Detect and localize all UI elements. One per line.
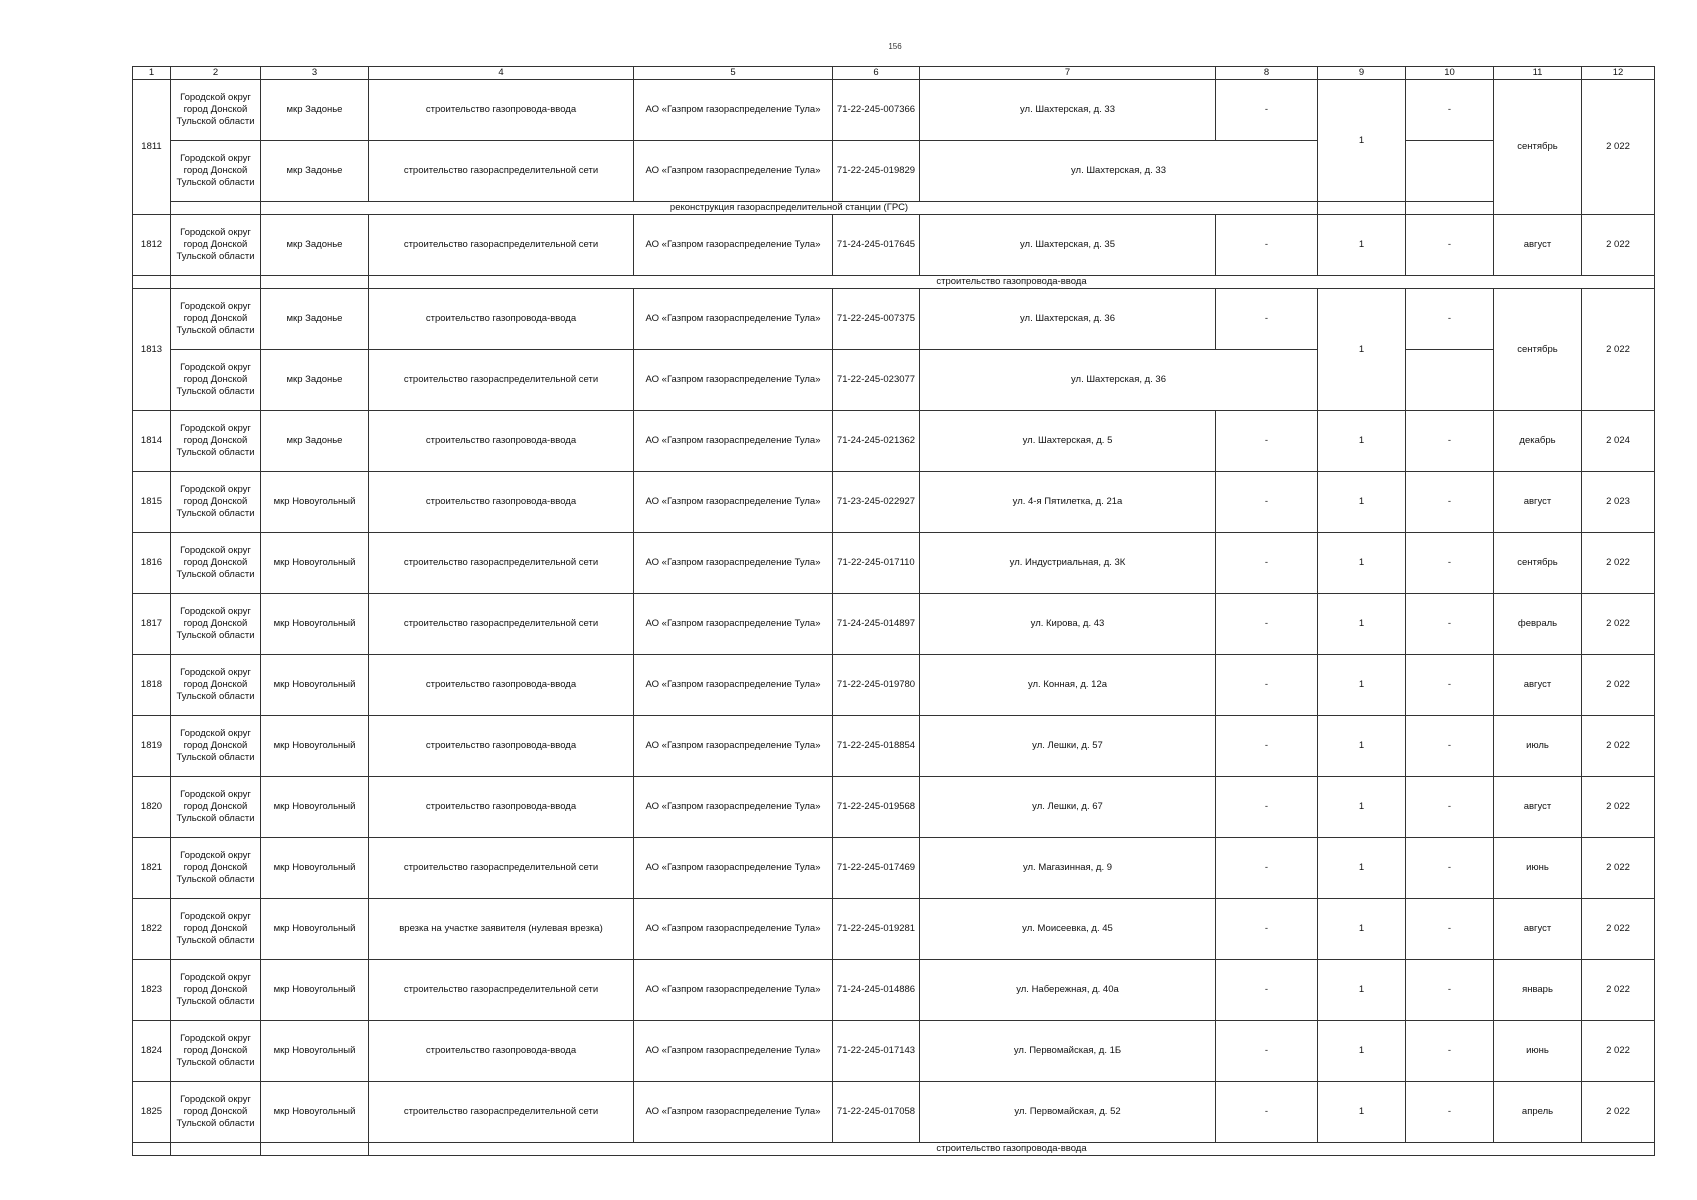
year-cell: 2 024 — [1582, 411, 1655, 472]
year-cell: 2 022 — [1582, 1082, 1655, 1143]
address-cell: ул. Шахтерская, д. 36 — [920, 350, 1318, 411]
place-cell: мкр Новоугольный — [261, 472, 369, 533]
page-number: 156 — [888, 42, 902, 51]
work-type-cell: строительство газопровода-ввода — [369, 411, 634, 472]
place-cell: мкр Задонье — [261, 215, 369, 276]
organization-cell: АО «Газпром газораспределение Тула» — [634, 350, 833, 411]
month-cell: июнь — [1494, 838, 1582, 899]
row-number: 1818 — [133, 655, 171, 716]
district-cell: Городской округ город Донской Тульской области — [171, 80, 261, 141]
col10-cell — [1406, 141, 1494, 202]
col9-cell: 1 — [1318, 533, 1406, 594]
work-type-cell: строительство газораспределительной сети — [369, 141, 634, 202]
application-code-cell: 71-22-245-017469 — [833, 838, 920, 899]
address-cell: ул. Лешки, д. 57 — [920, 716, 1216, 777]
row-number: 1815 — [133, 472, 171, 533]
organization-cell: АО «Газпром газораспределение Тула» — [634, 141, 833, 202]
place-cell: мкр Новоугольный — [261, 1021, 369, 1082]
col10-cell: - — [1406, 1021, 1494, 1082]
note-empty-cell — [261, 276, 369, 289]
note-row — [133, 276, 1655, 289]
note-cell: строительство газопровода-ввода — [369, 276, 1655, 289]
row-number: 1821 — [133, 838, 171, 899]
application-code-cell: 71-24-245-014897 — [833, 594, 920, 655]
row-number: 1819 — [133, 716, 171, 777]
place-cell: мкр Задонье — [261, 350, 369, 411]
address-cell: ул. Шахтерская, д. 33 — [920, 80, 1216, 141]
column-header: 7 — [920, 67, 1216, 80]
month-cell: август — [1494, 655, 1582, 716]
month-cell: декабрь — [1494, 411, 1582, 472]
year-cell: 2 022 — [1582, 289, 1655, 411]
application-code-cell: 71-22-245-019568 — [833, 777, 920, 838]
organization-cell: АО «Газпром газораспределение Тула» — [634, 655, 833, 716]
organization-cell: АО «Газпром газораспределение Тула» — [634, 1021, 833, 1082]
application-code-cell: 71-22-245-018854 — [833, 716, 920, 777]
place-cell: мкр Новоугольный — [261, 1082, 369, 1143]
application-code-cell: 71-22-245-019780 — [833, 655, 920, 716]
organization-cell: АО «Газпром газораспределение Тула» — [634, 289, 833, 350]
application-code-cell: 71-24-245-014886 — [833, 960, 920, 1021]
table-row — [133, 472, 1655, 533]
place-cell: мкр Новоугольный — [261, 777, 369, 838]
address-cell: ул. 4-я Пятилетка, д. 21а — [920, 472, 1216, 533]
note-empty-cell — [133, 1143, 171, 1156]
place-cell: мкр Новоугольный — [261, 533, 369, 594]
application-code-cell: 71-22-245-017143 — [833, 1021, 920, 1082]
district-cell: Городской округ город Донской Тульской области — [171, 716, 261, 777]
organization-cell: АО «Газпром газораспределение Тула» — [634, 960, 833, 1021]
month-cell: август — [1494, 777, 1582, 838]
application-code-cell: 71-22-245-017058 — [833, 1082, 920, 1143]
place-cell: мкр Новоугольный — [261, 899, 369, 960]
month-cell: февраль — [1494, 594, 1582, 655]
work-type-cell: строительство газораспределительной сети — [369, 350, 634, 411]
year-cell: 2 023 — [1582, 472, 1655, 533]
district-cell: Городской округ город Донской Тульской области — [171, 141, 261, 202]
table-row — [133, 141, 1655, 202]
column-header: 4 — [369, 67, 634, 80]
district-cell: Городской округ город Донской Тульской области — [171, 777, 261, 838]
note-empty-cell — [171, 1143, 261, 1156]
column-header: 1 — [133, 67, 171, 80]
work-type-cell: строительство газопровода-ввода — [369, 777, 634, 838]
year-cell: 2 022 — [1582, 777, 1655, 838]
column-header: 3 — [261, 67, 369, 80]
address-cell: ул. Шахтерская, д. 5 — [920, 411, 1216, 472]
column-header: 5 — [634, 67, 833, 80]
year-cell: 2 022 — [1582, 655, 1655, 716]
row-number: 1816 — [133, 533, 171, 594]
application-code-cell: 71-22-245-017110 — [833, 533, 920, 594]
place-cell: мкр Новоугольный — [261, 594, 369, 655]
year-cell: 2 022 — [1582, 1021, 1655, 1082]
column-number-row — [133, 67, 1655, 80]
month-cell: январь — [1494, 960, 1582, 1021]
col10-cell: - — [1406, 594, 1494, 655]
col8-cell: - — [1216, 960, 1318, 1021]
district-cell: Городской округ город Донской Тульской области — [171, 472, 261, 533]
col10-cell: - — [1406, 838, 1494, 899]
organization-cell: АО «Газпром газораспределение Тула» — [634, 533, 833, 594]
col9-cell: 1 — [1318, 960, 1406, 1021]
work-type-cell: строительство газопровода-ввода — [369, 716, 634, 777]
col8-cell: - — [1216, 472, 1318, 533]
table-row — [133, 716, 1655, 777]
year-cell: 2 022 — [1582, 80, 1655, 215]
organization-cell: АО «Газпром газораспределение Тула» — [634, 777, 833, 838]
place-cell: мкр Новоугольный — [261, 960, 369, 1021]
place-cell: мкр Новоугольный — [261, 716, 369, 777]
col10-cell: - — [1406, 411, 1494, 472]
row-number: 1824 — [133, 1021, 171, 1082]
note-cell: строительство газопровода-ввода — [369, 1143, 1655, 1156]
table-row — [133, 960, 1655, 1021]
application-code-cell: 71-22-245-019281 — [833, 899, 920, 960]
row-number: 1822 — [133, 899, 171, 960]
col8-cell: - — [1216, 1021, 1318, 1082]
work-type-cell: строительство газопровода-ввода — [369, 472, 634, 533]
application-code-cell: 71-24-245-021362 — [833, 411, 920, 472]
column-header: 6 — [833, 67, 920, 80]
district-cell: Городской округ город Донской Тульской области — [171, 594, 261, 655]
month-cell: август — [1494, 899, 1582, 960]
district-cell: Городской округ город Донской Тульской области — [171, 655, 261, 716]
organization-cell: АО «Газпром газораспределение Тула» — [634, 716, 833, 777]
address-cell: ул. Шахтерская, д. 36 — [920, 289, 1216, 350]
col8-cell: - — [1216, 655, 1318, 716]
note-empty-cell — [1318, 202, 1406, 215]
note-empty-cell — [261, 1143, 369, 1156]
application-code-cell: 71-22-245-007375 — [833, 289, 920, 350]
address-cell: ул. Моисеевка, д. 45 — [920, 899, 1216, 960]
col8-cell: - — [1216, 1082, 1318, 1143]
work-type-cell: строительство газораспределительной сети — [369, 960, 634, 1021]
col8-cell: - — [1216, 777, 1318, 838]
table-row — [133, 350, 1655, 411]
place-cell: мкр Новоугольный — [261, 838, 369, 899]
note-row — [133, 202, 1655, 215]
district-cell: Городской округ город Донской Тульской области — [171, 899, 261, 960]
col8-cell: - — [1216, 80, 1318, 141]
col8-cell: - — [1216, 594, 1318, 655]
col9-cell: 1 — [1318, 80, 1406, 202]
place-cell: мкр Новоугольный — [261, 655, 369, 716]
col9-cell: 1 — [1318, 716, 1406, 777]
note-row — [133, 1143, 1655, 1156]
col10-cell: - — [1406, 899, 1494, 960]
row-number: 1814 — [133, 411, 171, 472]
row-number: 1813 — [133, 289, 171, 411]
district-cell: Городской округ город Донской Тульской области — [171, 289, 261, 350]
col10-cell: - — [1406, 80, 1494, 141]
place-cell: мкр Задонье — [261, 80, 369, 141]
col10-cell: - — [1406, 960, 1494, 1021]
work-type-cell: строительство газораспределительной сети — [369, 1082, 634, 1143]
row-number: 1812 — [133, 215, 171, 276]
month-cell: июль — [1494, 716, 1582, 777]
gasification-table — [132, 66, 1655, 1156]
table-row — [133, 1082, 1655, 1143]
col10-cell — [1406, 350, 1494, 411]
organization-cell: АО «Газпром газораспределение Тула» — [634, 1082, 833, 1143]
col8-cell: - — [1216, 899, 1318, 960]
col8-cell: - — [1216, 716, 1318, 777]
table-row — [133, 215, 1655, 276]
col9-cell: 1 — [1318, 1082, 1406, 1143]
organization-cell: АО «Газпром газораспределение Тула» — [634, 80, 833, 141]
row-number: 1811 — [133, 80, 171, 215]
col9-cell: 1 — [1318, 1021, 1406, 1082]
col10-cell: - — [1406, 777, 1494, 838]
district-cell: Городской округ город Донской Тульской области — [171, 1021, 261, 1082]
address-cell: ул. Конная, д. 12а — [920, 655, 1216, 716]
organization-cell: АО «Газпром газораспределение Тула» — [634, 838, 833, 899]
address-cell: ул. Первомайская, д. 52 — [920, 1082, 1216, 1143]
month-cell: июнь — [1494, 1021, 1582, 1082]
row-number: 1820 — [133, 777, 171, 838]
col9-cell: 1 — [1318, 655, 1406, 716]
table-row — [133, 777, 1655, 838]
col8-cell: - — [1216, 215, 1318, 276]
col9-cell: 1 — [1318, 411, 1406, 472]
district-cell: Городской округ город Донской Тульской области — [171, 350, 261, 411]
application-code-cell: 71-24-245-017645 — [833, 215, 920, 276]
col9-cell: 1 — [1318, 777, 1406, 838]
address-cell: ул. Индустриальная, д. 3К — [920, 533, 1216, 594]
month-cell: сентябрь — [1494, 533, 1582, 594]
work-type-cell: строительство газопровода-ввода — [369, 655, 634, 716]
col10-cell: - — [1406, 289, 1494, 350]
organization-cell: АО «Газпром газораспределение Тула» — [634, 472, 833, 533]
col10-cell: - — [1406, 655, 1494, 716]
district-cell: Городской округ город Донской Тульской области — [171, 1082, 261, 1143]
note-empty-cell — [171, 202, 261, 215]
month-cell: сентябрь — [1494, 80, 1582, 215]
table-row — [133, 1021, 1655, 1082]
col10-cell: - — [1406, 472, 1494, 533]
table-row — [133, 838, 1655, 899]
address-cell: ул. Шахтерская, д. 35 — [920, 215, 1216, 276]
col10-cell: - — [1406, 716, 1494, 777]
application-code-cell: 71-22-245-019829 — [833, 141, 920, 202]
year-cell: 2 022 — [1582, 594, 1655, 655]
col10-cell: - — [1406, 1082, 1494, 1143]
table-row — [133, 80, 1655, 141]
col9-cell: 1 — [1318, 215, 1406, 276]
place-cell: мкр Задонье — [261, 411, 369, 472]
col10-cell: - — [1406, 215, 1494, 276]
address-cell: ул. Шахтерская, д. 33 — [920, 141, 1318, 202]
place-cell: мкр Задонье — [261, 289, 369, 350]
column-header: 8 — [1216, 67, 1318, 80]
column-header: 10 — [1406, 67, 1494, 80]
table-row — [133, 594, 1655, 655]
address-cell: ул. Первомайская, д. 1Б — [920, 1021, 1216, 1082]
application-code-cell: 71-23-245-022927 — [833, 472, 920, 533]
col10-cell: - — [1406, 533, 1494, 594]
work-type-cell: строительство газораспределительной сети — [369, 838, 634, 899]
table-row — [133, 411, 1655, 472]
place-cell: мкр Задонье — [261, 141, 369, 202]
work-type-cell: строительство газопровода-ввода — [369, 1021, 634, 1082]
column-header: 2 — [171, 67, 261, 80]
col8-cell: - — [1216, 411, 1318, 472]
work-type-cell: строительство газораспределительной сети — [369, 215, 634, 276]
work-type-cell: врезка на участке заявителя (нулевая врезка) — [369, 899, 634, 960]
table-row — [133, 655, 1655, 716]
district-cell: Городской округ город Донской Тульской области — [171, 838, 261, 899]
col9-cell: 1 — [1318, 289, 1406, 411]
year-cell: 2 022 — [1582, 533, 1655, 594]
organization-cell: АО «Газпром газораспределение Тула» — [634, 411, 833, 472]
year-cell: 2 022 — [1582, 838, 1655, 899]
note-empty-cell — [171, 276, 261, 289]
table-row — [133, 899, 1655, 960]
address-cell: ул. Набережная, д. 40а — [920, 960, 1216, 1021]
year-cell: 2 022 — [1582, 960, 1655, 1021]
note-empty-cell — [1406, 202, 1494, 215]
table-row — [133, 289, 1655, 350]
district-cell: Городской округ город Донской Тульской области — [171, 215, 261, 276]
work-type-cell: строительство газораспределительной сети — [369, 594, 634, 655]
col9-cell: 1 — [1318, 838, 1406, 899]
row-number: 1817 — [133, 594, 171, 655]
month-cell: август — [1494, 472, 1582, 533]
district-cell: Городской округ город Донской Тульской области — [171, 960, 261, 1021]
note-cell: реконструкция газораспределительной станции (ГРС) — [261, 202, 1318, 215]
work-type-cell: строительство газораспределительной сети — [369, 533, 634, 594]
column-header: 12 — [1582, 67, 1655, 80]
row-number: 1823 — [133, 960, 171, 1021]
address-cell: ул. Лешки, д. 67 — [920, 777, 1216, 838]
col8-cell: - — [1216, 289, 1318, 350]
row-number: 1825 — [133, 1082, 171, 1143]
col8-cell: - — [1216, 533, 1318, 594]
note-empty-cell — [133, 276, 171, 289]
work-type-cell: строительство газопровода-ввода — [369, 289, 634, 350]
col8-cell: - — [1216, 838, 1318, 899]
district-cell: Городской округ город Донской Тульской области — [171, 411, 261, 472]
district-cell: Городской округ город Донской Тульской области — [171, 533, 261, 594]
work-type-cell: строительство газопровода-ввода — [369, 80, 634, 141]
address-cell: ул. Кирова, д. 43 — [920, 594, 1216, 655]
month-cell: август — [1494, 215, 1582, 276]
organization-cell: АО «Газпром газораспределение Тула» — [634, 215, 833, 276]
col9-cell: 1 — [1318, 899, 1406, 960]
year-cell: 2 022 — [1582, 716, 1655, 777]
application-code-cell: 71-22-245-007366 — [833, 80, 920, 141]
column-header: 11 — [1494, 67, 1582, 80]
organization-cell: АО «Газпром газораспределение Тула» — [634, 594, 833, 655]
col9-cell: 1 — [1318, 472, 1406, 533]
col9-cell: 1 — [1318, 594, 1406, 655]
organization-cell: АО «Газпром газораспределение Тула» — [634, 899, 833, 960]
column-header: 9 — [1318, 67, 1406, 80]
address-cell: ул. Магазинная, д. 9 — [920, 838, 1216, 899]
month-cell: апрель — [1494, 1082, 1582, 1143]
year-cell: 2 022 — [1582, 899, 1655, 960]
month-cell: сентябрь — [1494, 289, 1582, 411]
table-row — [133, 533, 1655, 594]
year-cell: 2 022 — [1582, 215, 1655, 276]
application-code-cell: 71-22-245-023077 — [833, 350, 920, 411]
